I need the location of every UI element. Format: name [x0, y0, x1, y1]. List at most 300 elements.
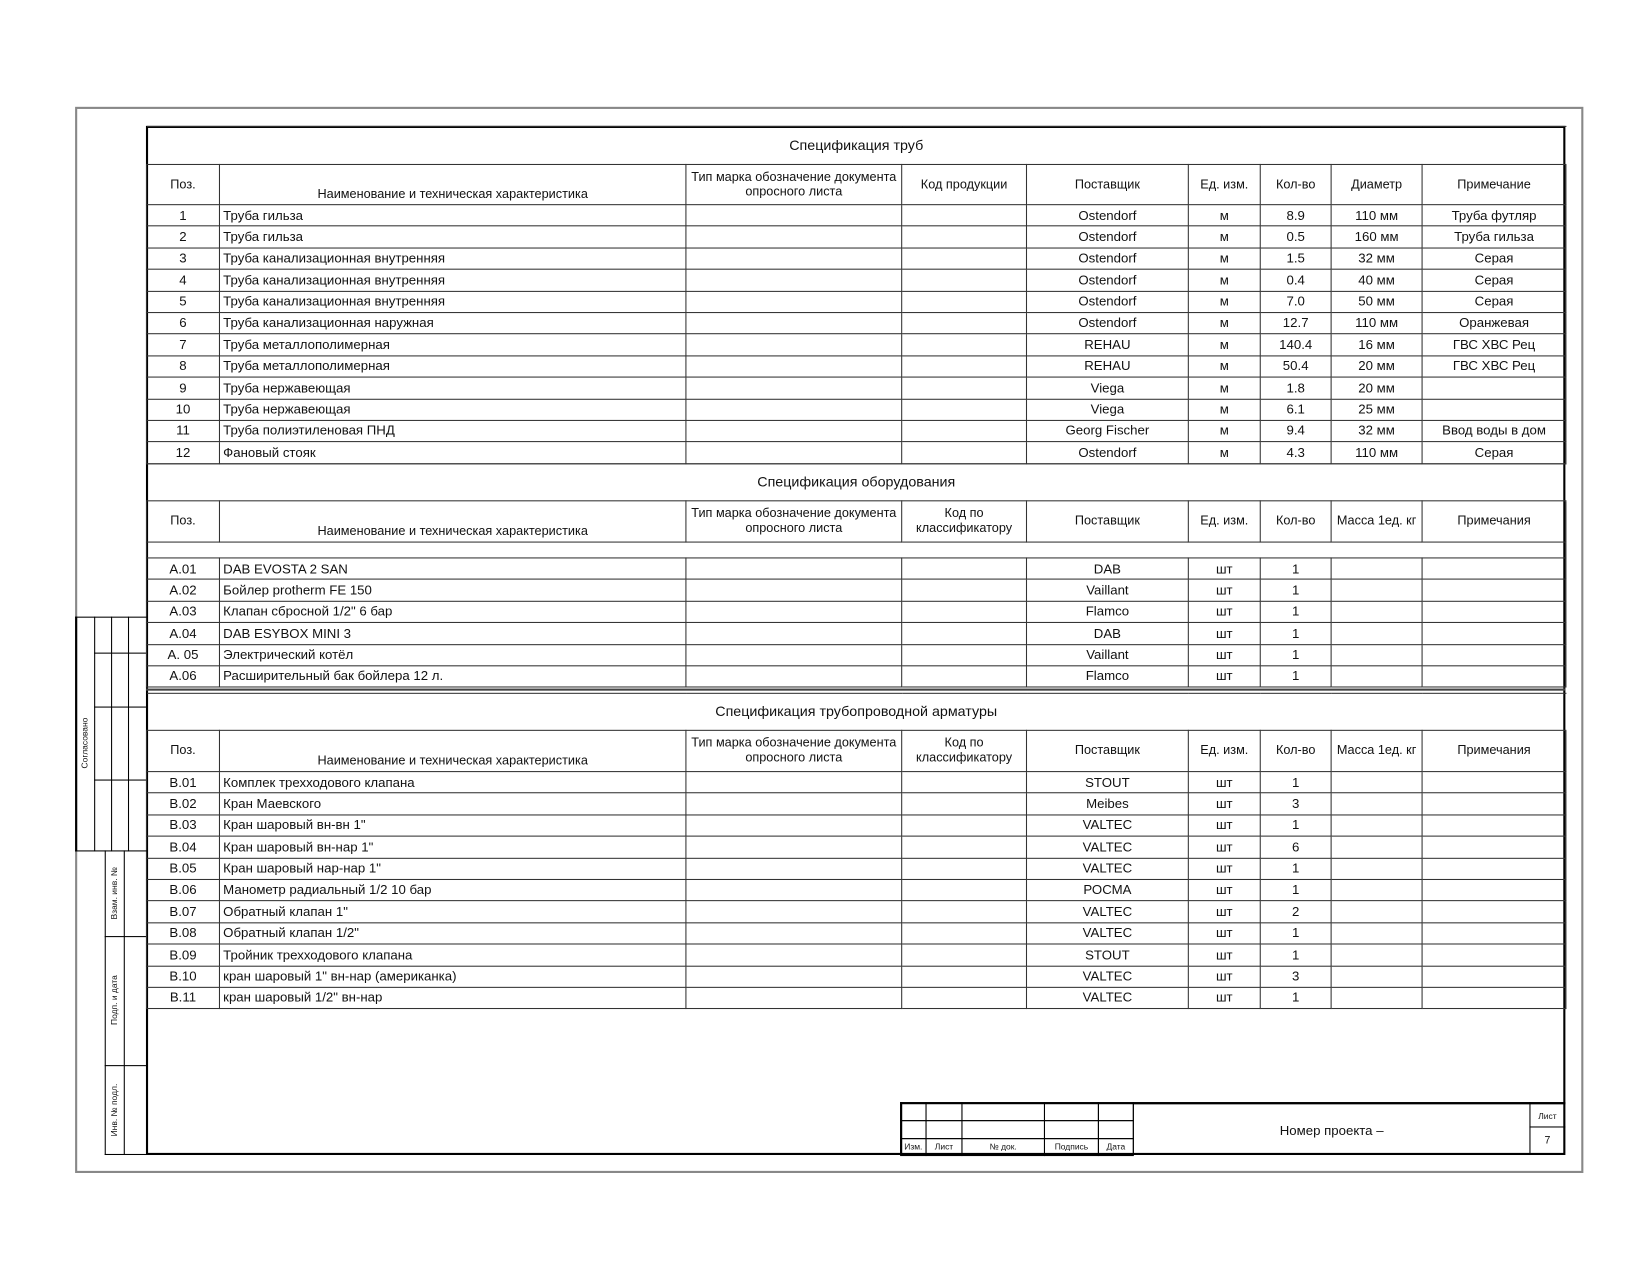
- table-cell: 7.0: [1260, 291, 1331, 313]
- table-cell: [1422, 879, 1566, 901]
- table-cell: шт: [1188, 944, 1260, 966]
- title-block-cell: [961, 1102, 1045, 1121]
- table-cell: Труба футляр: [1422, 205, 1566, 227]
- table-cell: шт: [1188, 836, 1260, 858]
- table-cell: Серая: [1422, 442, 1566, 464]
- stamp-row: [94, 653, 146, 654]
- table-row: [146, 580, 1566, 602]
- title-block-label: Лист: [925, 1138, 962, 1156]
- table-cell: Кран Маевского: [219, 793, 685, 815]
- table-cell: 1.5: [1260, 248, 1331, 270]
- stamp-row: [105, 936, 146, 937]
- title-block-cell: [900, 1120, 926, 1139]
- table-cell: Vaillant: [1026, 580, 1188, 602]
- table-cell: [686, 313, 902, 335]
- table-cell: 1: [1260, 923, 1331, 945]
- table-cell: 9.4: [1260, 420, 1331, 442]
- table-cell: [1331, 558, 1422, 580]
- table-row: [146, 248, 1566, 270]
- stamp-row: [94, 780, 146, 781]
- table-cell: [686, 248, 902, 270]
- table-cell: VALTEC: [1026, 858, 1188, 880]
- table-cell: [902, 377, 1027, 399]
- table-cell: [1331, 923, 1422, 945]
- table-cell: [902, 269, 1027, 291]
- table-cell: Труба гильза: [219, 205, 685, 227]
- table-cell: Труба металлополимерная: [219, 356, 685, 378]
- title-block-label: Дата: [1098, 1138, 1134, 1156]
- table-cell: Ввод воды в дом: [1422, 420, 1566, 442]
- table-cell: шт: [1188, 987, 1260, 1009]
- table-cell: [1331, 793, 1422, 815]
- table-cell: шт: [1188, 901, 1260, 923]
- table-cell: Труба металлополимерная: [219, 334, 685, 356]
- table-cell: [1422, 944, 1566, 966]
- table-cell: шт: [1188, 666, 1260, 688]
- table-cell: [902, 313, 1027, 335]
- table-cell: [686, 558, 902, 580]
- table-cell: Ostendorf: [1026, 313, 1188, 335]
- table-cell: 10: [146, 399, 219, 421]
- header-row: [146, 501, 1566, 542]
- table-cell: Манометр радиальный 1/2 10 бар: [219, 879, 685, 901]
- title-block-label: № док.: [961, 1138, 1045, 1156]
- table-cell: 1: [1260, 987, 1331, 1009]
- table-cell: шт: [1188, 879, 1260, 901]
- table-cell: DAB ESYBOX MINI 3: [219, 623, 685, 645]
- fittings-spec-table: [146, 693, 1567, 1010]
- table-cell: [1422, 377, 1566, 399]
- column-header: Поставщик: [1026, 501, 1188, 542]
- table-cell: Meibes: [1026, 793, 1188, 815]
- table-cell: [686, 836, 902, 858]
- table-cell: [1422, 399, 1566, 421]
- table-cell: 2: [1260, 901, 1331, 923]
- table-cell: Кран шаровый вн-нар 1": [219, 836, 685, 858]
- title-block-cell: [1044, 1102, 1099, 1121]
- column-header: Примечание: [1422, 164, 1566, 204]
- table-cell: [902, 558, 1027, 580]
- table-cell: [902, 772, 1027, 794]
- table-cell: B.09: [146, 944, 219, 966]
- table-cell: Труба гильза: [1422, 226, 1566, 248]
- table-cell: 20 мм: [1331, 356, 1422, 378]
- table-cell: 140.4: [1260, 334, 1331, 356]
- table-cell: Ostendorf: [1026, 205, 1188, 227]
- table-cell: шт: [1188, 793, 1260, 815]
- column-header: Примечания: [1422, 501, 1566, 542]
- column-header: Кол-во: [1260, 164, 1331, 204]
- table-cell: 12: [146, 442, 219, 464]
- table-cell: 1.8: [1260, 377, 1331, 399]
- section-title: Спецификация оборудования: [146, 464, 1566, 501]
- sheet-label: Лист: [1529, 1102, 1565, 1127]
- table-cell: шт: [1188, 923, 1260, 945]
- table-cell: Труба канализационная внутренняя: [219, 248, 685, 270]
- table-cell: B.11: [146, 987, 219, 1009]
- table-cell: [902, 205, 1027, 227]
- table-row: [146, 291, 1566, 313]
- table-cell: Бойлер protherm FE 150: [219, 580, 685, 602]
- table-cell: Flamco: [1026, 601, 1188, 623]
- table-cell: [1422, 815, 1566, 837]
- table-cell: Труба нержавеющая: [219, 377, 685, 399]
- table-cell: 2: [146, 226, 219, 248]
- table-cell: 6.1: [1260, 399, 1331, 421]
- table-cell: [686, 623, 902, 645]
- table-cell: [902, 420, 1027, 442]
- table-cell: 0.5: [1260, 226, 1331, 248]
- table-cell: шт: [1188, 580, 1260, 602]
- table-row: [146, 944, 1565, 966]
- table-cell: 160 мм: [1331, 226, 1422, 248]
- table-cell: [686, 923, 902, 945]
- table-cell: [1422, 558, 1566, 580]
- table-row: [146, 901, 1565, 923]
- table-row: [146, 666, 1566, 688]
- table-row: [146, 793, 1565, 815]
- agreed-label: Согласовано: [79, 717, 90, 769]
- table-cell: [686, 772, 902, 794]
- inv-orig-label: Инв. № подл.: [109, 1083, 119, 1137]
- table-row: [146, 923, 1565, 945]
- table-cell: [1422, 644, 1566, 666]
- table-cell: 11: [146, 420, 219, 442]
- table-cell: [686, 601, 902, 623]
- table-cell: 9: [146, 377, 219, 399]
- table-cell: B.10: [146, 966, 219, 988]
- table-cell: Ostendorf: [1026, 226, 1188, 248]
- table-cell: DAB EVOSTA 2 SAN: [219, 558, 685, 580]
- table-cell: 8: [146, 356, 219, 378]
- sheet-number: 7: [1544, 1134, 1551, 1147]
- equipment-spec-table: [146, 463, 1567, 688]
- table-cell: [1331, 944, 1422, 966]
- table-row: [146, 334, 1566, 356]
- table-cell: м: [1188, 205, 1260, 227]
- header-row: [146, 730, 1565, 771]
- table-cell: [686, 442, 902, 464]
- table-cell: [686, 879, 902, 901]
- table-cell: [686, 966, 902, 988]
- blank-row: [146, 542, 1566, 558]
- column-header: Поставщик: [1026, 164, 1188, 204]
- table-cell: м: [1188, 356, 1260, 378]
- table-cell: [1422, 793, 1566, 815]
- table-cell: [686, 420, 902, 442]
- swap-inv-label: Взам. инв. №: [109, 867, 119, 920]
- table-cell: B.01: [146, 772, 219, 794]
- table-cell: Расширительный бак бойлера 12 л.: [219, 666, 685, 688]
- table-cell: м: [1188, 377, 1260, 399]
- table-cell: м: [1188, 442, 1260, 464]
- table-cell: 20 мм: [1331, 377, 1422, 399]
- column-header: Тип марка обозначение документа опросного листа: [686, 164, 902, 204]
- column-header: Диаметр: [1331, 164, 1422, 204]
- table-cell: шт: [1188, 601, 1260, 623]
- table-cell: [686, 269, 902, 291]
- column-header: Масса 1ед. кг: [1331, 501, 1422, 542]
- table-cell: Viega: [1026, 399, 1188, 421]
- table-row: [146, 966, 1565, 988]
- table-row: [146, 644, 1566, 666]
- table-cell: [686, 666, 902, 688]
- table-cell: [686, 377, 902, 399]
- table-cell: [686, 205, 902, 227]
- table-cell: Труба канализационная наружная: [219, 313, 685, 335]
- table-cell: 3: [1260, 793, 1331, 815]
- table-cell: шт: [1188, 644, 1260, 666]
- table-cell: 40 мм: [1331, 269, 1422, 291]
- table-cell: [902, 644, 1027, 666]
- table-row: [146, 836, 1565, 858]
- table-cell: [1331, 623, 1422, 645]
- table-cell: 110 мм: [1331, 313, 1422, 335]
- table-cell: 1: [1260, 601, 1331, 623]
- table-cell: 4: [146, 269, 219, 291]
- table-cell: 32 мм: [1331, 248, 1422, 270]
- table-cell: м: [1188, 313, 1260, 335]
- title-block-cell: [1098, 1102, 1134, 1121]
- column-header: Ед. изм.: [1188, 730, 1260, 771]
- table-row: [146, 313, 1566, 335]
- column-header: Ед. изм.: [1188, 501, 1260, 542]
- table-cell: 1: [1260, 879, 1331, 901]
- table-cell: [686, 987, 902, 1009]
- table-cell: [902, 858, 1027, 880]
- table-row: [146, 987, 1565, 1009]
- table-cell: [1422, 923, 1566, 945]
- table-cell: [686, 356, 902, 378]
- table-cell: VALTEC: [1026, 923, 1188, 945]
- table-cell: [1331, 836, 1422, 858]
- table-row: [146, 377, 1566, 399]
- title-block-cell: [900, 1102, 926, 1121]
- table-cell: Кран шаровый вн-вн 1": [219, 815, 685, 837]
- table-cell: 1: [1260, 644, 1331, 666]
- table-cell: [1331, 580, 1422, 602]
- table-cell: [686, 858, 902, 880]
- table-cell: 12.7: [1260, 313, 1331, 335]
- table-cell: [1331, 644, 1422, 666]
- table-cell: Труба нержавеющая: [219, 399, 685, 421]
- table-cell: [1331, 601, 1422, 623]
- table-cell: Кран шаровый нар-нар 1": [219, 858, 685, 880]
- table-cell: Клапан сбросной 1/2" 6 бар: [219, 601, 685, 623]
- table-cell: [902, 666, 1027, 688]
- table-cell: Труба канализационная внутренняя: [219, 269, 685, 291]
- table-cell: 4.3: [1260, 442, 1331, 464]
- stamp-row: [105, 1065, 146, 1066]
- table-cell: REHAU: [1026, 334, 1188, 356]
- table-cell: м: [1188, 399, 1260, 421]
- column-header: Наименование и техническая характеристика: [219, 730, 685, 771]
- title-block-cell: [1098, 1120, 1134, 1139]
- table-cell: [902, 580, 1027, 602]
- table-cell: [1331, 901, 1422, 923]
- table-cell: Viega: [1026, 377, 1188, 399]
- column-header: Наименование и техническая характеристика: [219, 164, 685, 204]
- table-cell: [686, 815, 902, 837]
- table-cell: Обратный клапан 1": [219, 901, 685, 923]
- table-cell: 32 мм: [1331, 420, 1422, 442]
- table-cell: [902, 291, 1027, 313]
- table-cell: шт: [1188, 815, 1260, 837]
- table-cell: A.03: [146, 601, 219, 623]
- title-block-cell: [1044, 1120, 1099, 1139]
- table-cell: [686, 644, 902, 666]
- table-cell: B.03: [146, 815, 219, 837]
- table-row: [146, 772, 1565, 794]
- table-cell: Труба полиэтиленовая ПНД: [219, 420, 685, 442]
- stamp-col: [124, 850, 125, 1155]
- table-row: [146, 601, 1566, 623]
- column-header: Код по классификатору: [902, 730, 1027, 771]
- table-cell: A.02: [146, 580, 219, 602]
- table-cell: [686, 291, 902, 313]
- table-cell: STOUT: [1026, 944, 1188, 966]
- table-row: [146, 420, 1566, 442]
- table-cell: REHAU: [1026, 356, 1188, 378]
- table-cell: [686, 793, 902, 815]
- table-cell: [1422, 901, 1566, 923]
- table-cell: [902, 793, 1027, 815]
- table-cell: [686, 226, 902, 248]
- table-cell: [1422, 836, 1566, 858]
- table-cell: [1331, 815, 1422, 837]
- table-cell: 25 мм: [1331, 399, 1422, 421]
- table-cell: Труба гильза: [219, 226, 685, 248]
- table-cell: 50 мм: [1331, 291, 1422, 313]
- table-cell: Комплек трехходового клапана: [219, 772, 685, 794]
- table-cell: Ostendorf: [1026, 442, 1188, 464]
- table-cell: Серая: [1422, 269, 1566, 291]
- table-cell: РОСМА: [1026, 879, 1188, 901]
- table-cell: 1: [1260, 666, 1331, 688]
- column-header: Масса 1ед. кг: [1331, 730, 1422, 771]
- table-cell: 110 мм: [1331, 205, 1422, 227]
- table-cell: 8.9: [1260, 205, 1331, 227]
- table-cell: STOUT: [1026, 772, 1188, 794]
- table-cell: 110 мм: [1331, 442, 1422, 464]
- table-cell: м: [1188, 334, 1260, 356]
- table-cell: [1422, 623, 1566, 645]
- table-cell: [1331, 772, 1422, 794]
- title-block-label: Подпись: [1044, 1138, 1099, 1156]
- column-header: Кол-во: [1260, 501, 1331, 542]
- table-cell: [1422, 987, 1566, 1009]
- table-cell: 1: [146, 205, 219, 227]
- table-cell: B.08: [146, 923, 219, 945]
- table-cell: A.06: [146, 666, 219, 688]
- column-header: Тип марка обозначение документа опросного листа: [686, 501, 902, 542]
- table-cell: 5: [146, 291, 219, 313]
- table-cell: ГВС ХВС Рец: [1422, 334, 1566, 356]
- table-cell: [1331, 966, 1422, 988]
- column-header: Код продукции: [902, 164, 1027, 204]
- column-header: Примечания: [1422, 730, 1566, 771]
- table-cell: [1331, 879, 1422, 901]
- table-cell: [1331, 666, 1422, 688]
- table-cell: [902, 987, 1027, 1009]
- table-cell: Vaillant: [1026, 644, 1188, 666]
- table-cell: Серая: [1422, 248, 1566, 270]
- table-cell: [902, 966, 1027, 988]
- table-cell: шт: [1188, 772, 1260, 794]
- table-cell: шт: [1188, 966, 1260, 988]
- table-cell: [1422, 858, 1566, 880]
- table-cell: [686, 901, 902, 923]
- table-cell: 0.4: [1260, 269, 1331, 291]
- table-cell: [1422, 601, 1566, 623]
- table-cell: Оранжевая: [1422, 313, 1566, 335]
- table-cell: [1422, 666, 1566, 688]
- table-row: [146, 879, 1565, 901]
- table-cell: [1331, 987, 1422, 1009]
- table-cell: [686, 334, 902, 356]
- table-cell: 50.4: [1260, 356, 1331, 378]
- table-row: [146, 623, 1566, 645]
- project-number: Номер проекта –: [1133, 1102, 1531, 1155]
- table-cell: [902, 923, 1027, 945]
- table-cell: Фановый стояк: [219, 442, 685, 464]
- table-cell: м: [1188, 226, 1260, 248]
- table-cell: A.01: [146, 558, 219, 580]
- table-cell: 7: [146, 334, 219, 356]
- column-header: Поз.: [146, 730, 219, 771]
- table-cell: [902, 226, 1027, 248]
- table-cell: DAB: [1026, 623, 1188, 645]
- table-cell: Georg Fischer: [1026, 420, 1188, 442]
- table-cell: [686, 399, 902, 421]
- table-cell: [1422, 966, 1566, 988]
- table-cell: Ostendorf: [1026, 291, 1188, 313]
- table-cell: 3: [146, 248, 219, 270]
- table-cell: [902, 442, 1027, 464]
- table-cell: A.04: [146, 623, 219, 645]
- table-row: [146, 205, 1566, 227]
- table-cell: ГВС ХВС Рец: [1422, 356, 1566, 378]
- table-cell: шт: [1188, 558, 1260, 580]
- stamp-row: [94, 707, 146, 708]
- table-cell: м: [1188, 291, 1260, 313]
- column-header: Наименование и техническая характеристика: [219, 501, 685, 542]
- table-cell: Flamco: [1026, 666, 1188, 688]
- table-row: [146, 858, 1565, 880]
- table-cell: 6: [1260, 836, 1331, 858]
- title-block-cell: [925, 1102, 962, 1121]
- table-cell: B.02: [146, 793, 219, 815]
- column-header: Ед. изм.: [1188, 164, 1260, 204]
- table-cell: 6: [146, 313, 219, 335]
- header-row: [146, 164, 1566, 204]
- table-cell: кран шаровый 1" вн-нар (американка): [219, 966, 685, 988]
- table-row: [146, 815, 1565, 837]
- table-cell: 1: [1260, 858, 1331, 880]
- table-row: [146, 558, 1566, 580]
- column-header: Поз.: [146, 164, 219, 204]
- table-cell: [902, 356, 1027, 378]
- table-cell: 1: [1260, 944, 1331, 966]
- table-cell: Труба канализационная внутренняя: [219, 291, 685, 313]
- table-cell: м: [1188, 269, 1260, 291]
- table-cell: Серая: [1422, 291, 1566, 313]
- column-header: Тип марка обозначение документа опросного листа: [686, 730, 902, 771]
- table-cell: 1: [1260, 558, 1331, 580]
- table-cell: A. 05: [146, 644, 219, 666]
- title-block-cell: [961, 1120, 1045, 1139]
- table-cell: м: [1188, 420, 1260, 442]
